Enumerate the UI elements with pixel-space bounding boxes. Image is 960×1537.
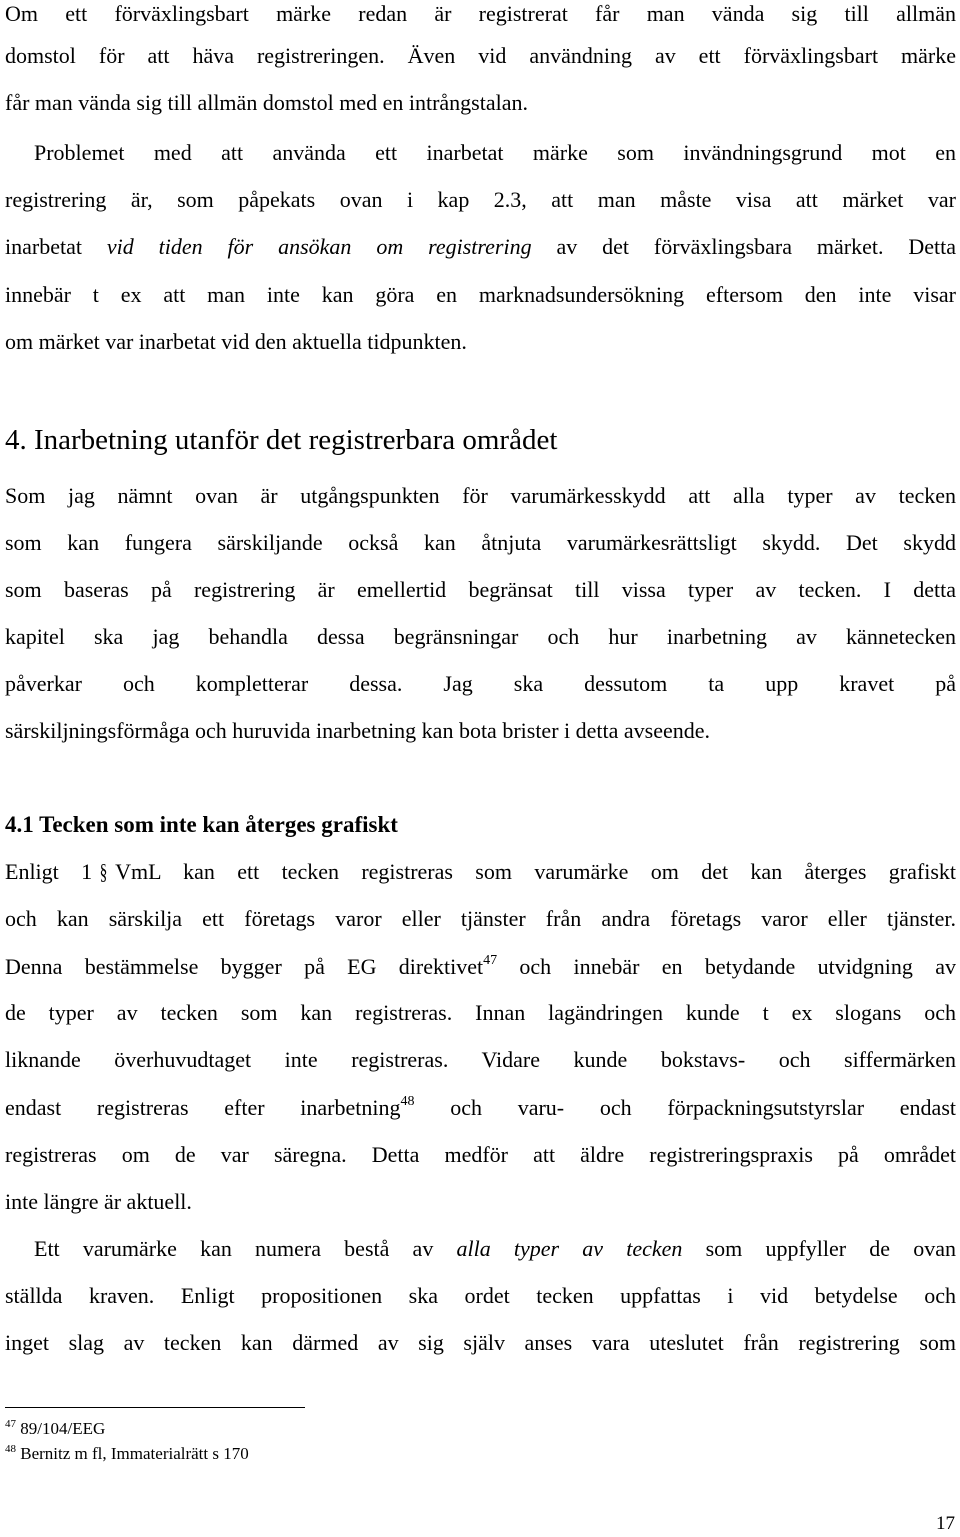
footnote-text: Bernitz m fl, Immaterialrätt s 170 <box>20 1444 249 1463</box>
page-number: 17 <box>936 1513 955 1534</box>
body-line: påverkar och kompletterar dessa. Jag ska dessutom ta upp kravet på <box>5 671 956 696</box>
italic-text: alla typer av tecken <box>456 1236 683 1261</box>
body-line: registrering är, som påpekats ovan i kap 2.3, att man måste visa att märket var <box>5 187 956 212</box>
text-run: Denna bestämmelse bygger på EG direktivet <box>5 954 484 979</box>
footnote-ref[interactable]: 48 <box>400 1094 415 1109</box>
footnote-number: 48 <box>5 1443 16 1455</box>
body-line: får man vända sig till allmän domstol med en intrångstalan. <box>5 90 528 115</box>
body-line: inget slag av tecken kan därmed av sig själv anses vara uteslutet från registrering som <box>5 1330 956 1355</box>
section-heading: 4. Inarbetning utanför det registrerbara området <box>5 424 558 456</box>
footnote-text: 89/104/EEG <box>20 1419 106 1438</box>
body-line: som kan fungera särskiljande också kan åtnjuta varumärkesrättsligt skydd. Det skydd <box>5 530 956 555</box>
body-line: domstol för att häva registreringen. Även vid användning av ett förväxlingsbart märke <box>5 43 956 68</box>
body-line: ställda kraven. Enligt propositionen ska ordet tecken uppfattas i vid betydelse och <box>5 1283 956 1308</box>
body-line: kapitel ska jag behandla dessa begränsningar och hur inarbetning av kännetecken <box>5 624 956 649</box>
body-line <box>5 953 956 981</box>
section-sign: § <box>99 859 108 884</box>
body-line <box>5 858 956 886</box>
text-run: VmL kan ett tecken registreras som varumärke om det kan återges grafiskt <box>115 859 956 884</box>
body-line: de typer av tecken som kan registreras. Innan lagändringen kunde t ex slogans och <box>5 1000 956 1025</box>
body-line <box>5 233 956 261</box>
text-run: som uppfyller de ovan <box>682 1236 956 1261</box>
body-line: registreras om de var säregna. Detta medför att äldre registreringspraxis på området <box>5 1142 956 1167</box>
body-line: Som jag nämnt ovan är utgångspunkten för varumärkesskydd att alla typer av tecken <box>5 483 956 508</box>
text-run: endast registreras efter inarbetning <box>5 1095 401 1120</box>
text-run: och varu- och förpackningsutstyrslar endast <box>414 1095 956 1120</box>
body-line: och kan särskilja ett företags varor eller tjänster från andra företags varor eller tjänster. <box>5 906 956 931</box>
body-line: om märket var inarbetat vid den aktuella tidpunkten. <box>5 329 467 354</box>
text-run: Ett varumärke kan numera bestå av <box>34 1236 457 1261</box>
text-run: av det förväxlingsbara märket. Detta <box>531 234 957 259</box>
body-line: Problemet med att använda ett inarbetat märke som invändningsgrund mot en <box>34 140 956 165</box>
footnote-number: 47 <box>5 1418 16 1430</box>
footnote-separator <box>5 1407 305 1408</box>
footnote <box>5 1443 249 1465</box>
body-line <box>34 1235 956 1263</box>
body-line <box>5 1094 956 1122</box>
text-run: Enligt 1 <box>5 859 93 884</box>
subsection-heading: 4.1 Tecken som inte kan återges grafiskt <box>5 812 398 837</box>
text-run: och innebär en betydande utvidgning av <box>497 954 956 979</box>
footnote <box>5 1418 105 1440</box>
body-line: liknande överhuvudtaget inte registreras. Vidare kunde bokstavs- och siffermärken <box>5 1047 956 1072</box>
text-run: inarbetat <box>5 234 107 259</box>
italic-text: vid tiden för ansökan om registrering <box>106 234 532 259</box>
body-line: som baseras på registrering är emellertid begränsat till vissa typer av tecken. I detta <box>5 577 956 602</box>
body-line: innebär t ex att man inte kan göra en marknadsundersökning eftersom den inte visar <box>5 282 956 307</box>
footnote-ref[interactable]: 47 <box>483 953 498 968</box>
body-line: inte längre är aktuell. <box>5 1189 192 1214</box>
body-line: särskiljningsförmåga och huruvida inarbetning kan bota brister i detta avseende. <box>5 718 711 743</box>
body-line: Om ett förväxlingsbart märke redan är registrerat får man vända sig till allmän <box>5 1 956 26</box>
